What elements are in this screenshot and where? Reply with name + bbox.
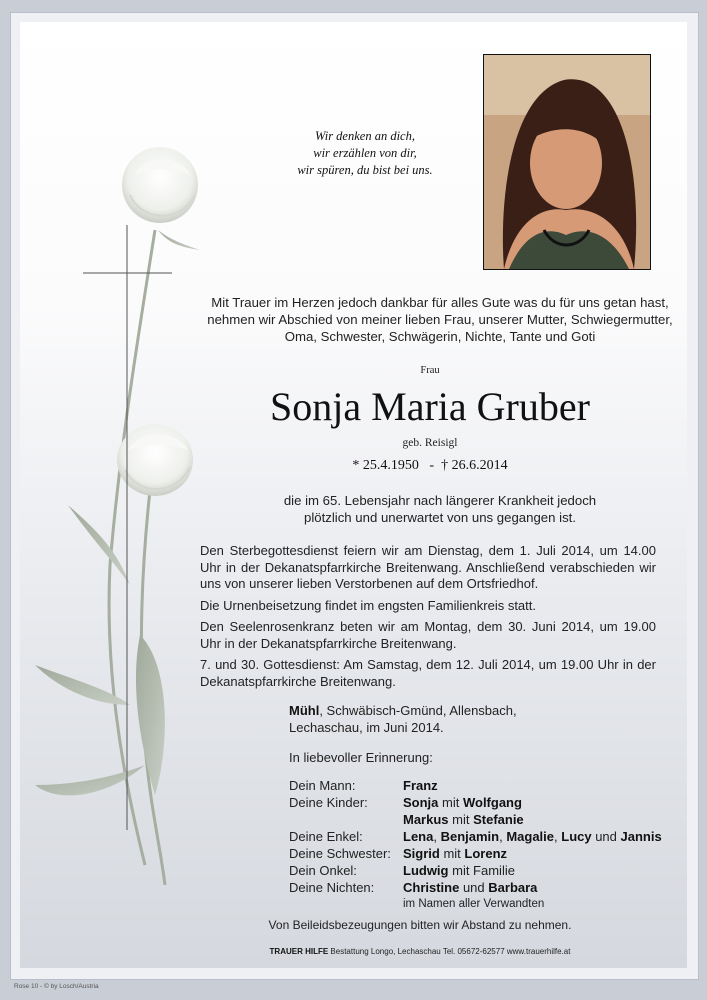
intro-line: nehmen wir Abschied von meiner lieben Frau, unserer Mutter, Schwiegermutter, — [207, 312, 673, 327]
relative-row — [289, 811, 679, 828]
relative-names: Sonja mit Wolfgang — [403, 795, 522, 810]
on-behalf-line: im Namen aller Verwandten — [403, 898, 545, 910]
relative-row — [289, 777, 679, 794]
quote-text — [270, 128, 460, 179]
relative-row — [289, 794, 679, 811]
relative-names: Franz — [403, 778, 438, 793]
intro-text — [180, 294, 700, 345]
relative-label: Deine Enkel: — [289, 829, 363, 844]
relative-row — [289, 828, 679, 845]
service-paragraph: 7. und 30. Gottesdienst: Am Samstag, dem 12. Juli 2014, um 19.00 Uhr in der Dekanatspfarrkirche Breitenwang. — [200, 657, 656, 689]
place-date — [289, 703, 669, 736]
relative-label: Deine Kinder: — [289, 795, 368, 810]
service-details — [200, 543, 656, 695]
service-paragraph: Die Urnenbeisetzung findet im engsten Familienkreis statt. — [200, 597, 536, 613]
life-dates: * 25.4.1950 - † 26.6.2014 — [352, 458, 508, 473]
white-rose-illustration — [20, 145, 220, 905]
image-credit: Rose 10 - © by Losch/Austria — [14, 983, 99, 990]
relative-label: Deine Schwester: — [289, 846, 391, 861]
deceased-name: Sonja Maria Gruber — [270, 384, 590, 429]
quote-line: Wir denken an dich, — [315, 129, 415, 143]
relative-row — [289, 879, 679, 896]
age-text — [220, 492, 660, 526]
relative-names: Sigrid mit Lorenz — [403, 846, 508, 861]
age-line: die im 65. Lebensjahr nach längerer Krankheit jedoch — [283, 493, 597, 508]
relative-names: Lena, Benjamin, Magalie, Lucy und Jannis — [403, 829, 662, 844]
title-label: Frau — [420, 365, 440, 376]
age-line: plötzlich und unerwartet von uns gegangen ist. — [304, 510, 576, 525]
quote-line: wir erzählen von dir, — [313, 146, 417, 160]
place-line2: Lechaschau, im Juni 2014. — [289, 719, 444, 735]
quote-line: wir spüren, du bist bei uns. — [297, 163, 433, 177]
portrait-photo — [483, 54, 651, 270]
relative-label: Dein Onkel: — [289, 863, 357, 878]
funeral-home-footer — [200, 947, 640, 956]
intro-line: Oma, Schwester, Schwägerin, Nichte, Tante und Goti — [284, 329, 596, 344]
relative-row — [289, 862, 679, 879]
relative-label: Deine Nichten: — [289, 880, 375, 895]
birth-name: geb. Reisigl — [402, 437, 458, 449]
intro-line: Mit Trauer im Herzen jedoch dankbar für alles Gute was du für uns getan hast, — [211, 295, 669, 310]
footer-brand: TRAUER HILFE — [269, 947, 329, 956]
relative-names: Christine und Barbara — [403, 880, 538, 895]
memory-heading: In liebevoller Erinnerung: — [289, 750, 433, 765]
service-paragraph: Den Sterbegottesdienst feiern wir am Dienstag, dem 1. Juli 2014, um 14.00 Uhr in der Dekanatspfarrkirche Breitenwang. Anschließend verabschieden wir uns von unserer lieben Verstorbenen auf dem Ortsfriedhof. — [200, 543, 656, 591]
portrait-image — [484, 55, 650, 269]
place-bold: Mühl — [289, 703, 320, 718]
service-paragraph: Den Seelenrosenkranz beten wir am Montag, dem 30. Juni 2014, um 19.00 Uhr in der Dekanatspfarrkirche Breitenwang. — [200, 619, 656, 651]
relative-names: Ludwig mit Familie — [403, 863, 515, 878]
relative-label — [289, 811, 403, 828]
closing-note: Von Beileidsbezeugungen bitten wir Abstand zu nehmen. — [268, 918, 572, 932]
place-rest: , Schwäbisch-Gmünd, Allensbach, — [319, 703, 517, 718]
relative-label: Dein Mann: — [289, 778, 356, 793]
footer-info: Bestattung Longo, Lechaschau Tel. 05672-62577 www.trauerhilfe.at — [328, 947, 571, 956]
relative-row — [289, 845, 679, 862]
relatives-list — [289, 777, 679, 913]
relative-names: Markus mit Stefanie — [403, 812, 524, 827]
